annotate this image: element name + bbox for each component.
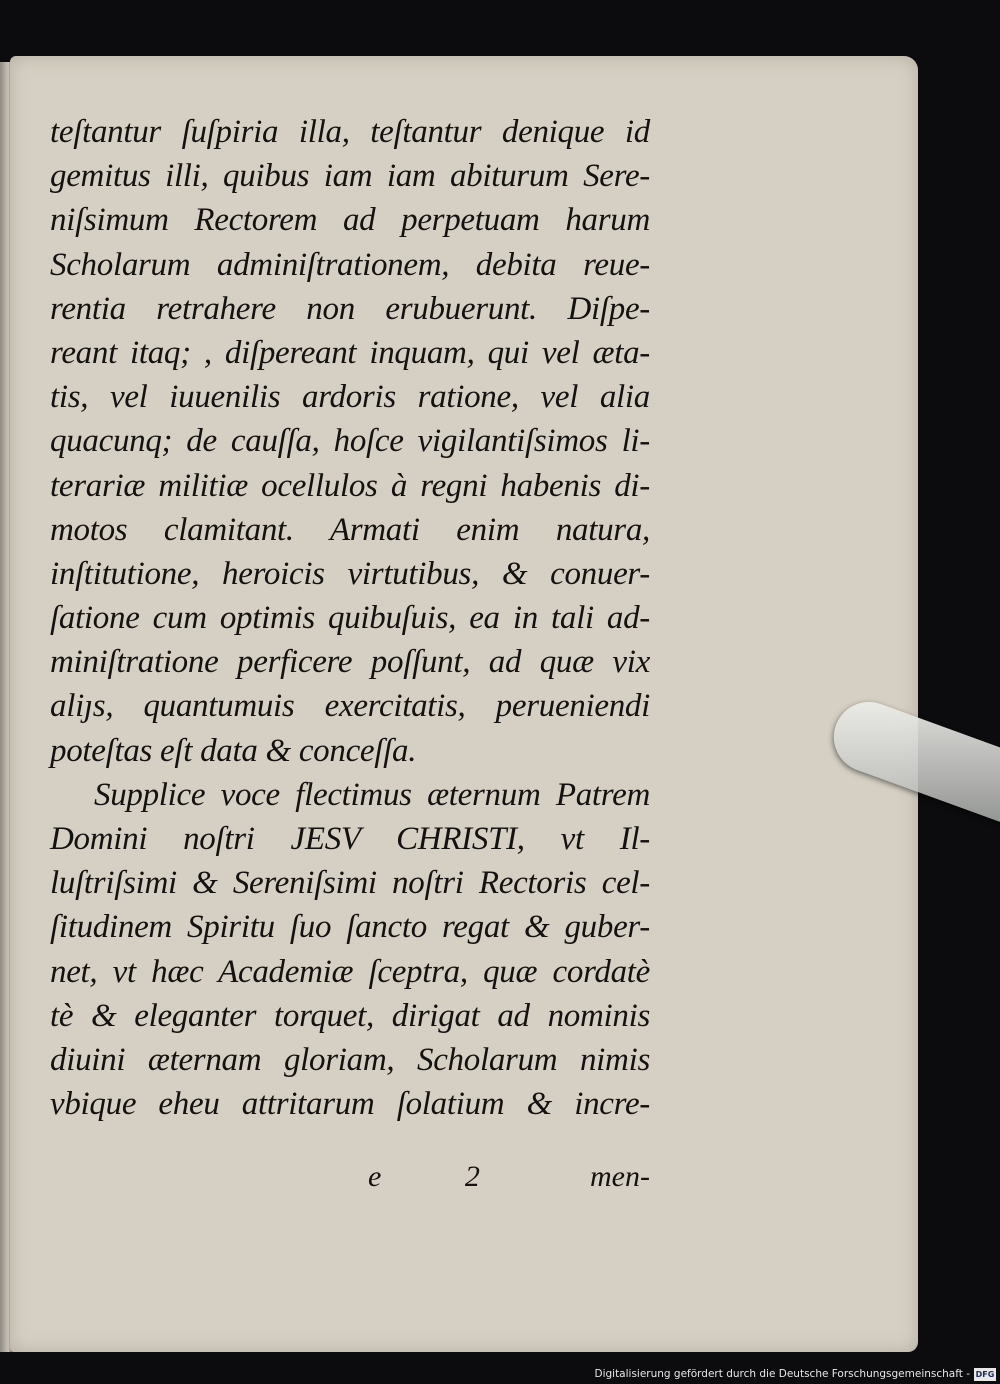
text-line: rentia retrahere non erubuerunt. Diſpe- bbox=[50, 290, 650, 327]
credit-text: Digitalisierung gefördert durch die Deutsche Forschungsgemeinschaft - bbox=[594, 1368, 970, 1380]
text-line: niſsimum Rectorem ad perpetuam harum bbox=[50, 202, 650, 239]
catchword: men- bbox=[590, 1160, 650, 1193]
text-line: luſtriſsimi & Sereniſsimi noſtri Rectoris cel- bbox=[50, 865, 650, 902]
text-line: inſtitutione, heroicis virtutibus, & conuer- bbox=[50, 555, 650, 592]
text-line: miniſtratione perficere poſſunt, ad quæ vix bbox=[50, 644, 650, 681]
text-block bbox=[50, 110, 650, 1193]
text-line: diuini æternam gloriam, Scholarum nimis bbox=[50, 1041, 650, 1078]
text-line: Supplice voce flectimus æternum Patrem bbox=[94, 776, 650, 813]
text-line: net, vt hæc Academiæ ſceptra, quæ cordatè bbox=[50, 953, 650, 990]
text-line: motos clamitant. Armati enim natura, bbox=[50, 511, 650, 548]
text-line: aliȷs, quantumuis exercitatis, perueniendi bbox=[50, 688, 650, 725]
text-line: Scholarum adminiſtrationem, debita reue- bbox=[50, 246, 650, 283]
text-line: poteſtas eſt data & conceſſa. bbox=[50, 732, 417, 769]
text-line: vbique eheu attritarum ſolatium & incre- bbox=[50, 1086, 650, 1123]
text-line: quacunq; de cauſſa, hoſce vigilantiſsimos li- bbox=[50, 423, 650, 460]
text-line: terariæ militiæ ocellulos à regni habenis di- bbox=[50, 467, 650, 504]
page-footer bbox=[50, 1160, 650, 1204]
book-page bbox=[10, 56, 918, 1352]
text-line: tis, vel iuuenilis ardoris ratione, vel alia bbox=[50, 379, 650, 416]
text-line: teſtantur ſuſpiria illa, teſtantur denique id bbox=[50, 114, 650, 150]
text-line: gemitus illi, quibus iam iam abiturum Sere- bbox=[50, 158, 650, 195]
text-line: tè & eleganter torquet, dirigat ad nominis bbox=[50, 997, 650, 1034]
signature-mark: e 2 bbox=[368, 1160, 518, 1193]
text-line: reant itaq; , diſpereant inquam, qui vel æta- bbox=[50, 334, 650, 371]
text-line: Domini noſtri JESV CHRISTI, vt Il- bbox=[50, 821, 650, 857]
credit-bar bbox=[580, 1364, 1000, 1384]
text-line: ſatione cum optimis quibuſuis, ea in tali ad- bbox=[50, 600, 650, 637]
dfg-logo-icon: DFG bbox=[975, 1369, 995, 1379]
text-line: ſitudinem Spiritu ſuo ſancto regat & guber- bbox=[50, 909, 650, 946]
